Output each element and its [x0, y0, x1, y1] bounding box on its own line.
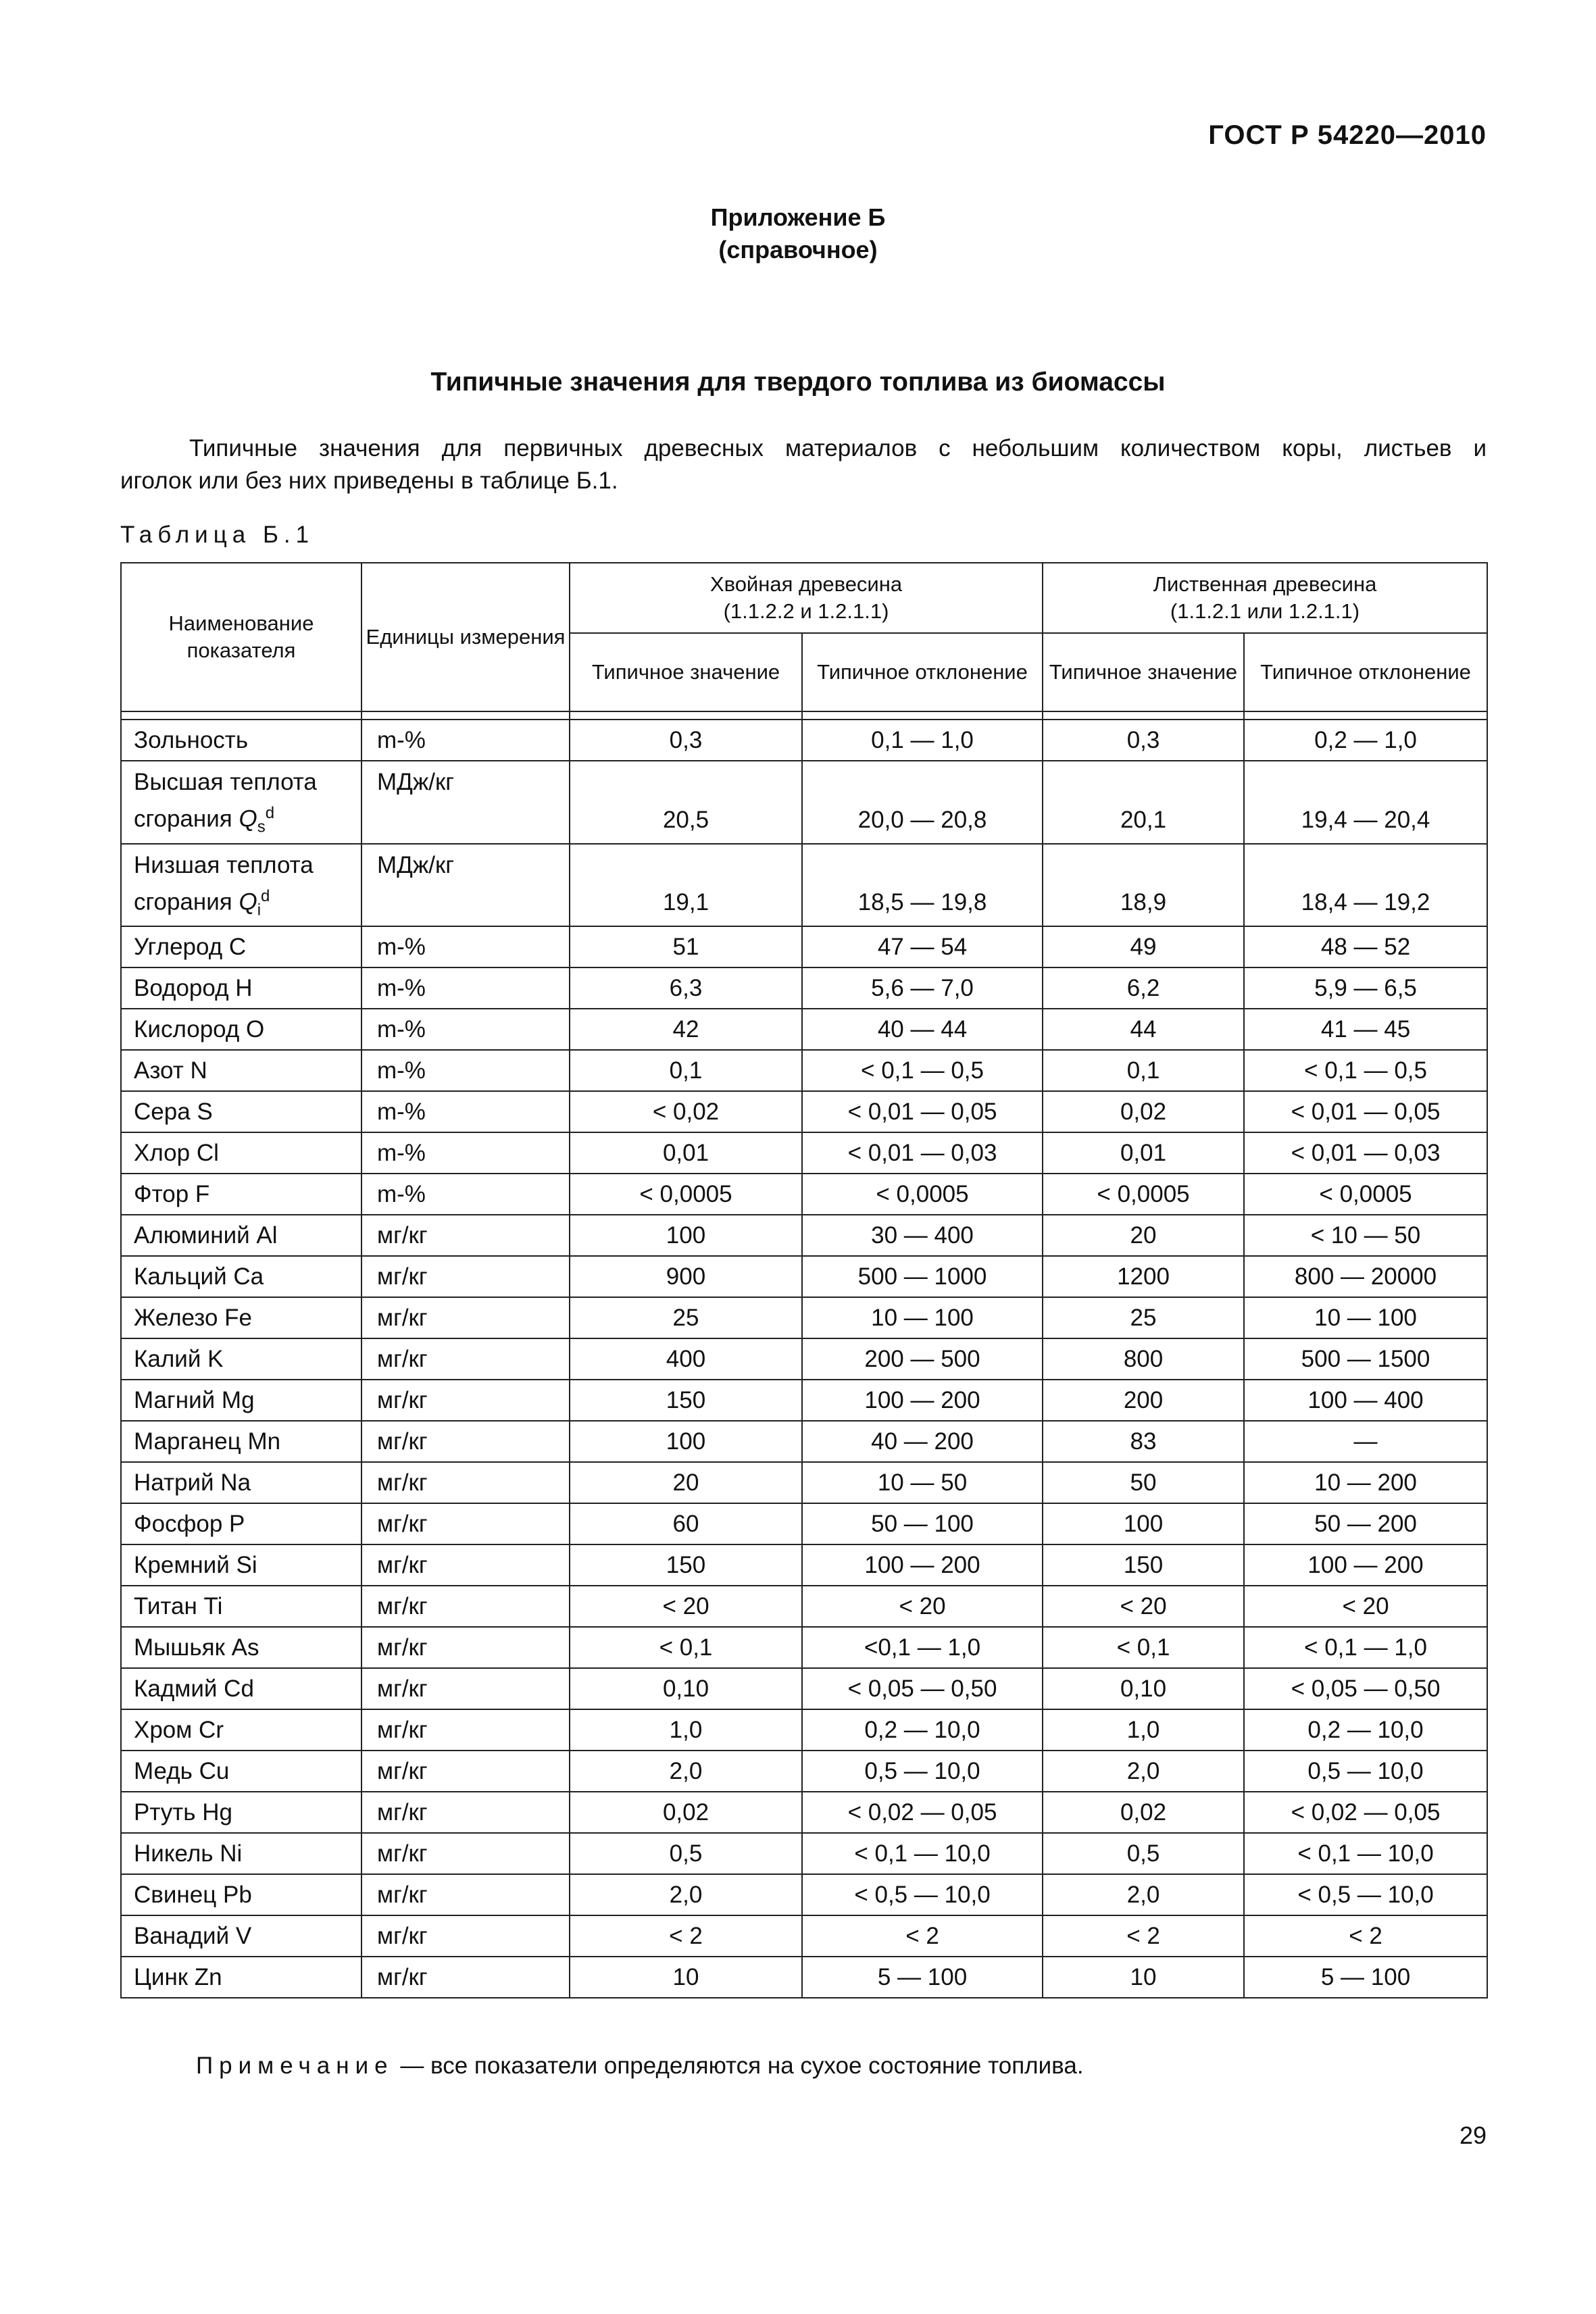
- cell-coniferous-value: 0,01: [570, 1132, 802, 1174]
- table-row: [121, 1215, 1487, 1256]
- cell-coniferous-value: 150: [570, 1544, 802, 1586]
- cell-coniferous-value: 2,0: [570, 1751, 802, 1792]
- cell-coniferous-deviation: 47 — 54: [802, 926, 1043, 967]
- cell-coniferous-value: 900: [570, 1256, 802, 1297]
- cell-name: Зольность: [121, 720, 361, 761]
- cell-coniferous-value: 0,5: [570, 1833, 802, 1874]
- table-row: [121, 1833, 1487, 1874]
- name-line-2: [134, 798, 361, 843]
- cell-coniferous-value: 0,02: [570, 1792, 802, 1833]
- cell-deciduous-value: 0,3: [1043, 720, 1244, 761]
- header-unit: Единицы измерения: [361, 563, 570, 711]
- cell-coniferous-value: 400: [570, 1338, 802, 1380]
- table-row: [121, 1462, 1487, 1503]
- cell-coniferous-deviation: 5,6 — 7,0: [802, 967, 1043, 1009]
- cell-coniferous-deviation: < 0,5 — 10,0: [802, 1874, 1043, 1915]
- cell-deciduous-deviation: 800 — 20000: [1244, 1256, 1487, 1297]
- cell-coniferous-deviation: 0,1 — 1,0: [802, 720, 1043, 761]
- table-row: [121, 1380, 1487, 1421]
- cell-coniferous-deviation: 18,5 — 19,8: [802, 844, 1043, 927]
- cell-unit: мг/кг: [361, 1957, 570, 1998]
- cell-coniferous-value: 20: [570, 1462, 802, 1503]
- cell-unit: мг/кг: [361, 1421, 570, 1462]
- cell-deciduous-value: 0,01: [1043, 1132, 1244, 1174]
- cell-deciduous-value: 18,9: [1043, 844, 1244, 927]
- cell-deciduous-deviation: < 0,0005: [1244, 1174, 1487, 1215]
- cell-deciduous-value: 800: [1043, 1338, 1244, 1380]
- table-row: [121, 761, 1487, 844]
- symbol-sup: d: [261, 886, 270, 905]
- cell-unit: мг/кг: [361, 1256, 570, 1297]
- cell-coniferous-value: 1,0: [570, 1709, 802, 1751]
- cell-deciduous-deviation: 5,9 — 6,5: [1244, 967, 1487, 1009]
- cell-coniferous-deviation: < 0,05 — 0,50: [802, 1668, 1043, 1709]
- cell-deciduous-deviation: < 0,1 — 10,0: [1244, 1833, 1487, 1874]
- cell-deciduous-deviation: 100 — 200: [1244, 1544, 1487, 1586]
- symbol: Q: [239, 805, 257, 832]
- cell-deciduous-deviation: 5 — 100: [1244, 1957, 1487, 1998]
- cell-coniferous-value: < 2: [570, 1915, 802, 1957]
- cell-coniferous-deviation: < 0,01 — 0,03: [802, 1132, 1043, 1174]
- cell-deciduous-deviation: < 0,1 — 1,0: [1244, 1627, 1487, 1668]
- page-number: 29: [1459, 2121, 1487, 2149]
- intro-paragraph: [120, 432, 1487, 497]
- cell-name: Натрий Na: [121, 1462, 361, 1503]
- cell-unit: мг/кг: [361, 1503, 570, 1544]
- cell-deciduous-value: 0,1: [1043, 1050, 1244, 1091]
- cell-unit: m-%: [361, 1174, 570, 1215]
- table-row: [121, 1792, 1487, 1833]
- cell-coniferous-value: 20,5: [570, 761, 802, 844]
- header-d-typical-deviation: Типичное отклонение: [1244, 633, 1487, 711]
- table-row: [121, 1915, 1487, 1957]
- symbol-sup: d: [265, 804, 275, 822]
- table-row: [121, 1586, 1487, 1627]
- appendix-heading: [0, 201, 1596, 266]
- cell-deciduous-value: 44: [1043, 1009, 1244, 1050]
- table-row: [121, 1421, 1487, 1462]
- cell-deciduous-value: 1,0: [1043, 1709, 1244, 1751]
- table-row: [121, 1668, 1487, 1709]
- cell-unit: мг/кг: [361, 1915, 570, 1957]
- cell-name: Ртуть Hg: [121, 1792, 361, 1833]
- cell-unit: мг/кг: [361, 1709, 570, 1751]
- table-row: [121, 1050, 1487, 1091]
- cell-coniferous-value: 100: [570, 1421, 802, 1462]
- cell-coniferous-deviation: 200 — 500: [802, 1338, 1043, 1380]
- name-word: сгорания: [134, 888, 232, 915]
- table-row: [121, 1338, 1487, 1380]
- cell-deciduous-deviation: 10 — 200: [1244, 1462, 1487, 1503]
- cell-coniferous-deviation: 5 — 100: [802, 1957, 1043, 1998]
- table-row: [121, 1256, 1487, 1297]
- header-separator: [121, 711, 1487, 720]
- cell-deciduous-value: 0,5: [1043, 1833, 1244, 1874]
- cell-coniferous-deviation: 40 — 44: [802, 1009, 1043, 1050]
- table-row: [121, 1751, 1487, 1792]
- cell-deciduous-deviation: < 0,5 — 10,0: [1244, 1874, 1487, 1915]
- data-table: [120, 562, 1488, 1998]
- cell-unit: m-%: [361, 1132, 570, 1174]
- cell-name: Фосфор P: [121, 1503, 361, 1544]
- cell-unit: мг/кг: [361, 1627, 570, 1668]
- table-row: [121, 1957, 1487, 1998]
- table-row: [121, 1503, 1487, 1544]
- cell-name: Ванадий V: [121, 1915, 361, 1957]
- symbol: Q: [239, 888, 257, 915]
- cell-unit: мг/кг: [361, 1586, 570, 1627]
- cell-coniferous-deviation: 30 — 400: [802, 1215, 1043, 1256]
- cell-coniferous-value: 0,10: [570, 1668, 802, 1709]
- header-name: Наименование показателя: [121, 563, 361, 711]
- name-line-1: Высшая теплота: [134, 769, 317, 795]
- table-row: [121, 1627, 1487, 1668]
- cell-deciduous-deviation: < 0,1 — 0,5: [1244, 1050, 1487, 1091]
- cell-name: Кадмий Cd: [121, 1668, 361, 1709]
- cell-coniferous-deviation: 10 — 50: [802, 1462, 1043, 1503]
- cell-name: Алюминий Al: [121, 1215, 361, 1256]
- cell-deciduous-value: 10: [1043, 1957, 1244, 1998]
- cell-unit: m-%: [361, 1009, 570, 1050]
- cell-deciduous-deviation: —: [1244, 1421, 1487, 1462]
- table-body: [121, 720, 1487, 1998]
- cell-name: Цинк Zn: [121, 1957, 361, 1998]
- header-deciduous: [1043, 563, 1487, 633]
- cell-deciduous-deviation: < 20: [1244, 1586, 1487, 1627]
- header-c-typical-value: Типичное значение: [570, 633, 802, 711]
- cell-deciduous-value: 25: [1043, 1297, 1244, 1338]
- cell-coniferous-value: 10: [570, 1957, 802, 1998]
- cell-unit: m-%: [361, 1050, 570, 1091]
- cell-coniferous-value: < 0,1: [570, 1627, 802, 1668]
- table-row: [121, 1874, 1487, 1915]
- cell-coniferous-deviation: 0,5 — 10,0: [802, 1751, 1043, 1792]
- cell-coniferous-deviation: < 0,1 — 10,0: [802, 1833, 1043, 1874]
- cell-name: Никель Ni: [121, 1833, 361, 1874]
- cell-coniferous-deviation: 500 — 1000: [802, 1256, 1043, 1297]
- cell-coniferous-deviation: < 2: [802, 1915, 1043, 1957]
- cell-deciduous-value: 50: [1043, 1462, 1244, 1503]
- cell-coniferous-deviation: 0,2 — 10,0: [802, 1709, 1043, 1751]
- cell-name: Мышьяк As: [121, 1627, 361, 1668]
- table-row: [121, 1297, 1487, 1338]
- cell-coniferous-value: 60: [570, 1503, 802, 1544]
- cell-name: Кремний Si: [121, 1544, 361, 1586]
- cell-deciduous-deviation: 0,5 — 10,0: [1244, 1751, 1487, 1792]
- table-row: [121, 1132, 1487, 1174]
- intro-line-1: Типичные значения для первичных древесных материалов с небольшим количеством коры, листьев и: [189, 435, 1487, 461]
- cell-unit: мг/кг: [361, 1215, 570, 1256]
- cell-name: Сера S: [121, 1091, 361, 1132]
- table-row: [121, 926, 1487, 967]
- cell-deciduous-value: < 0,0005: [1043, 1174, 1244, 1215]
- name-line-2: [134, 881, 361, 926]
- cell-coniferous-value: 19,1: [570, 844, 802, 927]
- table-row: [121, 1174, 1487, 1215]
- cell-deciduous-deviation: 18,4 — 19,2: [1244, 844, 1487, 927]
- cell-coniferous-value: 150: [570, 1380, 802, 1421]
- cell-deciduous-value: 49: [1043, 926, 1244, 967]
- header-deciduous-ref: (1.1.2.1 или 1.2.1.1): [1170, 599, 1360, 623]
- table-row: [121, 844, 1487, 927]
- cell-unit: мг/кг: [361, 1297, 570, 1338]
- appendix-subtitle: (справочное): [718, 236, 878, 263]
- cell-name: Свинец Pb: [121, 1874, 361, 1915]
- cell-deciduous-value: 200: [1043, 1380, 1244, 1421]
- cell-name: Магний Mg: [121, 1380, 361, 1421]
- cell-coniferous-deviation: < 20: [802, 1586, 1043, 1627]
- cell-unit: мг/кг: [361, 1462, 570, 1503]
- cell-unit: МДж/кг: [361, 761, 570, 844]
- cell-deciduous-value: 1200: [1043, 1256, 1244, 1297]
- cell-name: Медь Cu: [121, 1751, 361, 1792]
- table-row: [121, 720, 1487, 761]
- cell-deciduous-deviation: 41 — 45: [1244, 1009, 1487, 1050]
- cell-name: Железо Fe: [121, 1297, 361, 1338]
- cell-coniferous-value: 2,0: [570, 1874, 802, 1915]
- cell-deciduous-value: 6,2: [1043, 967, 1244, 1009]
- cell-deciduous-value: 20: [1043, 1215, 1244, 1256]
- cell-deciduous-deviation: 19,4 — 20,4: [1244, 761, 1487, 844]
- cell-coniferous-deviation: < 0,0005: [802, 1174, 1043, 1215]
- table-row: [121, 1709, 1487, 1751]
- cell-coniferous-deviation: 50 — 100: [802, 1503, 1043, 1544]
- cell-coniferous-deviation: <0,1 — 1,0: [802, 1627, 1043, 1668]
- cell-name: Углерод C: [121, 926, 361, 967]
- cell-coniferous-value: 6,3: [570, 967, 802, 1009]
- cell-deciduous-deviation: 50 — 200: [1244, 1503, 1487, 1544]
- cell-deciduous-deviation: < 0,01 — 0,03: [1244, 1132, 1487, 1174]
- table-row: [121, 967, 1487, 1009]
- cell-coniferous-deviation: 40 — 200: [802, 1421, 1043, 1462]
- cell-unit: m-%: [361, 720, 570, 761]
- cell-name: Кальций Ca: [121, 1256, 361, 1297]
- note-text: — все показатели определяются на сухое состояние топлива.: [393, 2053, 1084, 2079]
- cell-deciduous-value: 0,10: [1043, 1668, 1244, 1709]
- cell-unit: МДж/кг: [361, 844, 570, 927]
- cell-deciduous-deviation: 0,2 — 10,0: [1244, 1709, 1487, 1751]
- cell-deciduous-value: 2,0: [1043, 1874, 1244, 1915]
- cell-coniferous-deviation: < 0,02 — 0,05: [802, 1792, 1043, 1833]
- cell-deciduous-deviation: 0,2 — 1,0: [1244, 720, 1487, 761]
- cell-deciduous-value: < 20: [1043, 1586, 1244, 1627]
- cell-deciduous-value: < 0,1: [1043, 1627, 1244, 1668]
- cell-coniferous-value: 51: [570, 926, 802, 967]
- cell-name: Хлор Cl: [121, 1132, 361, 1174]
- cell-deciduous-value: < 2: [1043, 1915, 1244, 1957]
- cell-name: Азот N: [121, 1050, 361, 1091]
- cell-deciduous-deviation: 10 — 100: [1244, 1297, 1487, 1338]
- cell-name: Кислород O: [121, 1009, 361, 1050]
- cell-coniferous-value: 0,3: [570, 720, 802, 761]
- header-coniferous-title: Хвойная древесина: [709, 572, 903, 596]
- header-d-typical-value: Типичное значение: [1043, 633, 1244, 711]
- cell-unit: мг/кг: [361, 1751, 570, 1792]
- cell-coniferous-value: < 0,02: [570, 1091, 802, 1132]
- cell-name: Марганец Mn: [121, 1421, 361, 1462]
- cell-deciduous-value: 20,1: [1043, 761, 1244, 844]
- cell-unit: мг/кг: [361, 1338, 570, 1380]
- cell-name: [121, 844, 361, 927]
- cell-name: Фтор F: [121, 1174, 361, 1215]
- cell-coniferous-deviation: 100 — 200: [802, 1380, 1043, 1421]
- cell-coniferous-deviation: < 0,01 — 0,05: [802, 1091, 1043, 1132]
- cell-deciduous-value: 0,02: [1043, 1091, 1244, 1132]
- cell-coniferous-deviation: < 0,1 — 0,5: [802, 1050, 1043, 1091]
- note-label: Примечание: [196, 2053, 394, 2079]
- cell-deciduous-value: 150: [1043, 1544, 1244, 1586]
- cell-unit: мг/кг: [361, 1380, 570, 1421]
- section-title: Типичные значения для твердого топлива из биомассы: [430, 368, 1166, 397]
- cell-deciduous-deviation: < 10 — 50: [1244, 1215, 1487, 1256]
- cell-coniferous-value: 25: [570, 1297, 802, 1338]
- cell-unit: мг/кг: [361, 1792, 570, 1833]
- document-code: ГОСТ Р 54220—2010: [1208, 120, 1487, 150]
- cell-deciduous-deviation: < 2: [1244, 1915, 1487, 1957]
- symbol-sub: s: [257, 818, 266, 836]
- header-coniferous: [570, 563, 1043, 633]
- intro-line-2: иголок или без них приведены в таблице Б.1.: [120, 468, 618, 494]
- cell-deciduous-deviation: < 0,05 — 0,50: [1244, 1668, 1487, 1709]
- header-deciduous-title: Лиственная древесина: [1153, 572, 1377, 596]
- name-line-1: Низшая теплота: [134, 851, 314, 878]
- cell-coniferous-value: 0,1: [570, 1050, 802, 1091]
- cell-unit: m-%: [361, 1091, 570, 1132]
- table-label: Таблица Б.1: [120, 522, 315, 548]
- symbol-sub: i: [257, 901, 261, 920]
- table-note: [196, 2053, 1084, 2080]
- cell-name: Титан Ti: [121, 1586, 361, 1627]
- cell-coniferous-value: 42: [570, 1009, 802, 1050]
- cell-coniferous-deviation: 20,0 — 20,8: [802, 761, 1043, 844]
- table-row: [121, 1091, 1487, 1132]
- cell-name: Калий K: [121, 1338, 361, 1380]
- cell-deciduous-deviation: 500 — 1500: [1244, 1338, 1487, 1380]
- cell-deciduous-deviation: < 0,01 — 0,05: [1244, 1091, 1487, 1132]
- cell-coniferous-value: < 0,0005: [570, 1174, 802, 1215]
- cell-deciduous-deviation: 100 — 400: [1244, 1380, 1487, 1421]
- cell-name: [121, 761, 361, 844]
- header-c-typical-deviation: Типичное отклонение: [802, 633, 1043, 711]
- cell-unit: мг/кг: [361, 1833, 570, 1874]
- cell-name: Водород H: [121, 967, 361, 1009]
- cell-unit: мг/кг: [361, 1668, 570, 1709]
- cell-coniferous-value: < 20: [570, 1586, 802, 1627]
- cell-deciduous-deviation: 48 — 52: [1244, 926, 1487, 967]
- cell-unit: m-%: [361, 967, 570, 1009]
- cell-unit: мг/кг: [361, 1874, 570, 1915]
- name-word: сгорания: [134, 805, 232, 832]
- cell-deciduous-value: 100: [1043, 1503, 1244, 1544]
- cell-deciduous-value: 2,0: [1043, 1751, 1244, 1792]
- table-row: [121, 1009, 1487, 1050]
- cell-deciduous-value: 83: [1043, 1421, 1244, 1462]
- cell-unit: m-%: [361, 926, 570, 967]
- cell-deciduous-value: 0,02: [1043, 1792, 1244, 1833]
- cell-coniferous-deviation: 100 — 200: [802, 1544, 1043, 1586]
- cell-name: Хром Cr: [121, 1709, 361, 1751]
- cell-unit: мг/кг: [361, 1544, 570, 1586]
- cell-coniferous-deviation: 10 — 100: [802, 1297, 1043, 1338]
- cell-coniferous-value: 100: [570, 1215, 802, 1256]
- table-row: [121, 1544, 1487, 1586]
- cell-deciduous-deviation: < 0,02 — 0,05: [1244, 1792, 1487, 1833]
- header-coniferous-ref: (1.1.2.2 и 1.2.1.1): [723, 599, 889, 623]
- appendix-title: Приложение Б: [710, 203, 886, 231]
